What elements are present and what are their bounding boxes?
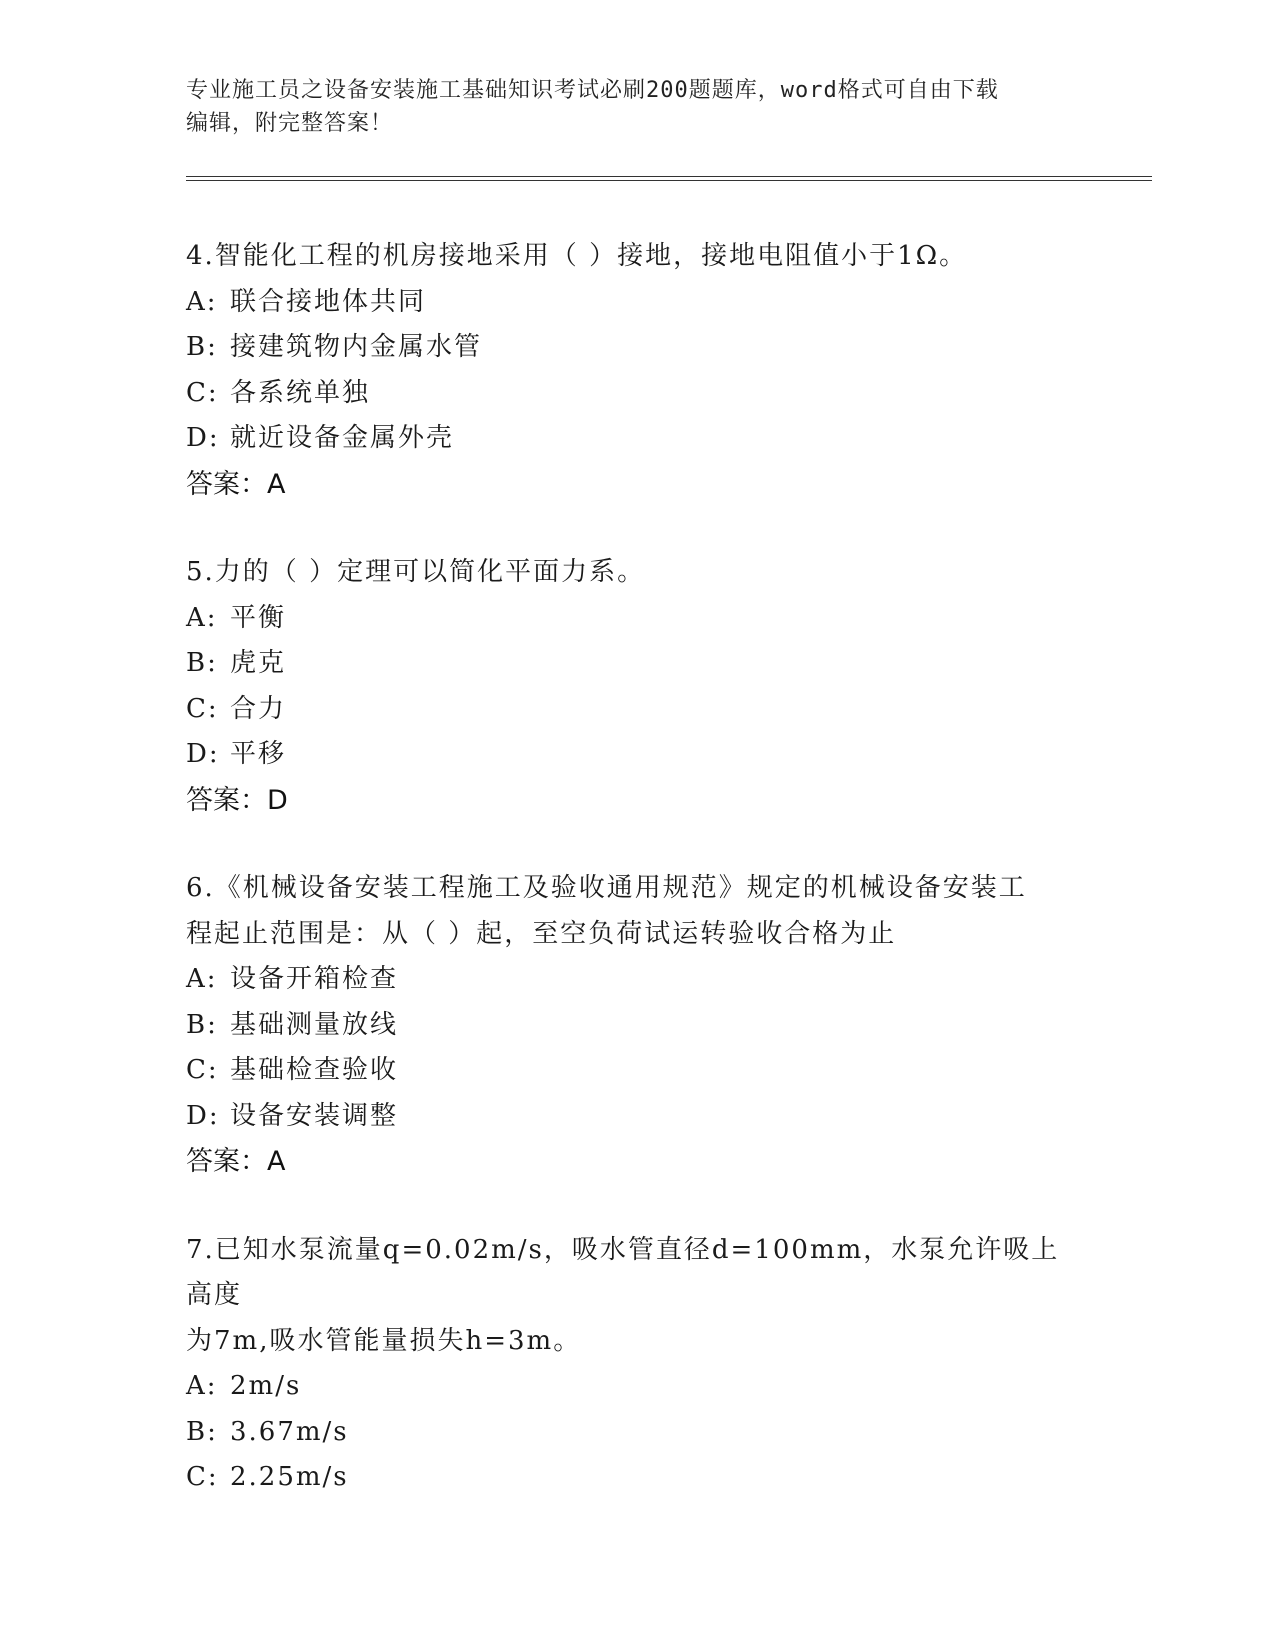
question-stem-line-1: 7.已知水泵流量q=0.02m/s，吸水管直径d=100mm，水泵允许吸上高度 (186, 1234, 1060, 1310)
option-b (186, 1410, 1086, 1456)
option-b (186, 641, 1086, 687)
option-text: 设备开箱检查 (230, 964, 399, 994)
option-b (186, 1003, 1086, 1049)
option-text: 2.25m/s (230, 1462, 349, 1492)
option-text: 联合接地体共同 (230, 286, 427, 317)
option-text: 就近设备金属外壳 (230, 423, 455, 453)
option-key: A: (186, 1371, 218, 1401)
option-key: B: (186, 332, 218, 362)
header-divider (186, 176, 1152, 181)
option-text: 合力 (230, 693, 287, 724)
option-key: C: (186, 693, 219, 724)
option-a (186, 1364, 1086, 1410)
question-stem-line-1: 6.《机械设备安装工程施工及验收通用规范》规定的机械设备安装工 (186, 873, 1027, 903)
question-7 (186, 1228, 1086, 1501)
option-key: C: (186, 377, 219, 408)
option-text: 虎克 (230, 648, 287, 678)
option-c (186, 371, 1086, 417)
question-list (186, 234, 1086, 1544)
option-key: C: (186, 1462, 219, 1492)
question-stem-line-2: 为7m,吸水管能量损失h=3m。 (186, 1325, 582, 1356)
question-5 (186, 550, 1086, 823)
option-key: A: (186, 964, 218, 994)
header-title-line-1: 专业施工员之设备安装施工基础知识考试必刷200题题库，word格式可自由下载 (186, 78, 999, 103)
option-d (186, 416, 1086, 462)
option-key: C: (186, 1055, 219, 1085)
option-c (186, 1455, 1086, 1501)
header-title-line-2: 编辑，附完整答案！ (186, 111, 394, 136)
option-c (186, 1048, 1086, 1094)
option-a (186, 957, 1086, 1003)
option-text: 平移 (230, 739, 287, 769)
option-text: 平衡 (230, 602, 287, 633)
option-key: B: (186, 1416, 218, 1447)
option-d (186, 1094, 1086, 1140)
option-a (186, 280, 1086, 326)
question-6 (186, 866, 1086, 1185)
question-stem-line-2: 程起止范围是：从（ ）起，至空负荷试运转验收合格为止 (186, 918, 897, 949)
option-b (186, 325, 1086, 371)
option-key: B: (186, 1009, 218, 1040)
option-key: B: (186, 648, 218, 678)
option-d (186, 732, 1086, 778)
option-text: 设备安装调整 (230, 1100, 399, 1131)
question-stem: 4.智能化工程的机房接地采用（ ）接地，接地电阻值小于1Ω。 (186, 241, 968, 271)
option-key: A: (186, 286, 218, 317)
question-4 (186, 234, 1086, 507)
option-text: 基础测量放线 (230, 1009, 399, 1040)
answer-line: 答案：A (186, 1146, 286, 1177)
option-key: D: (186, 739, 220, 769)
option-c (186, 687, 1086, 733)
question-stem: 5.力的（ ）定理可以简化平面力系。 (186, 557, 646, 587)
option-text: 基础检查验收 (230, 1055, 399, 1085)
option-text: 各系统单独 (230, 377, 371, 408)
answer-line: 答案：D (186, 784, 288, 816)
option-key: A: (186, 602, 218, 633)
answer-line: 答案：A (186, 468, 286, 500)
option-key: D: (186, 1100, 220, 1131)
option-text: 接建筑物内金属水管 (230, 332, 483, 362)
option-a (186, 596, 1086, 642)
document-header (186, 74, 1066, 140)
option-text: 3.67m/s (230, 1416, 349, 1447)
option-key: D: (186, 423, 220, 453)
option-text: 2m/s (230, 1371, 302, 1401)
